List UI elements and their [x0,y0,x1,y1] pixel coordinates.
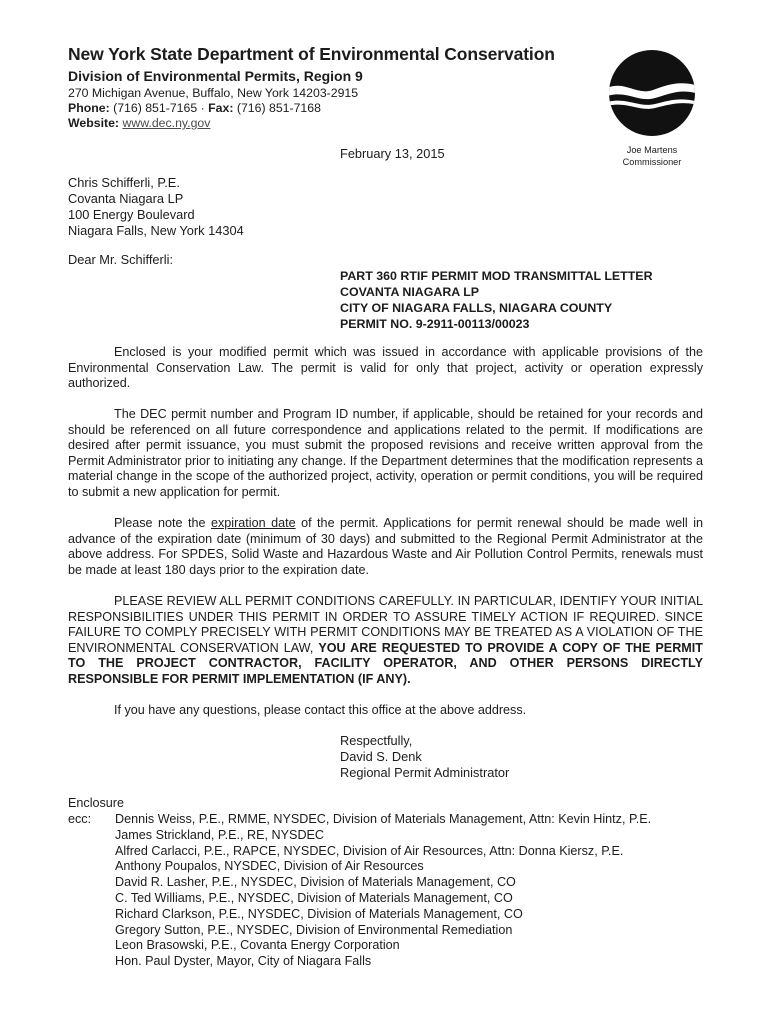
contact-separator: · [200,101,205,115]
paragraph-questions [68,703,703,719]
letterhead [68,44,588,131]
ecc-recipient: Gregory Sutton, P.E., NYSDEC, Division of Environmental Remediation [115,922,513,937]
letter-date: February 13, 2015 [340,146,445,161]
ecc-list [115,812,651,970]
paragraph-text: PLEASE REVIEW ALL PERMIT CONDITIONS CAREFULLY. IN PARTICULAR, IDENTIFY YOUR INITIAL RESPONSIBILITIES UNDER THIS PERMIT IN ORDER TO ASSURE TIMELY ACTION IF REQUIRED. SINCE FAILURE TO COMPLY PRECISELY WITH PERMIT CONDITIONS MAY BE TREATED AS A VIOLATION OF THE ENVIRONMENTAL CONSERVATION LAW, [68,594,703,655]
paragraph-permit-number [68,407,703,501]
enclosure-label: Enclosure [68,796,125,810]
paragraph-bold-request: YOU ARE REQUESTED TO PROVIDE A COPY OF THE PERMIT TO THE PROJECT CONTRACTOR, FACILITY OPERATOR, AND OTHER PERSONS DIRECTLY RESPONSIBLE FOR PERMIT IMPLEMENTATION (IF ANY). [68,640,703,686]
contact-line [68,101,588,116]
website-line [68,116,588,131]
commissioner-name: Joe Martens [626,145,678,155]
recipient-company: Covanta Niagara LP [68,191,184,206]
address: 270 Michigan Avenue, Buffalo, New York 14203-2915 [68,86,359,100]
ecc-recipient: Richard Clarkson, P.E., NYSDEC, Division of Materials Management, CO [115,906,523,921]
recipient-street: 100 Energy Boulevard [68,207,195,222]
fax-number: (716) 851-7168 [236,101,321,115]
fax-label: Fax: [208,101,234,115]
organization-name: New York State Department of Environmental Conservation [68,44,555,64]
subject-block [340,268,653,332]
closing-block [340,733,509,781]
ecc-recipient: David R. Lasher, P.E., NYSDEC, Division of Materials Management, CO [115,875,516,890]
paragraph-text: of the permit. Applications for permit renewal should be made well in advance of the expiration date (minimum of 30 days) and submitted to the Regional Permit Administrator at the above address. For SPDES, Solid Waste and Hazardous Waste and Air Pollution Control Permits, renewals must be made at least 180 days prior to the expiration date. [68,516,703,577]
subject-line: CITY OF NIAGARA FALLS, NIAGARA COUNTY [340,301,613,315]
ecc-label: ecc: [68,812,92,826]
ecc-recipient: Dennis Weiss, P.E., RMME, NYSDEC, Division of Materials Management, Attn: Kevin Hintz, P.E. [115,812,652,826]
ecc-recipient: Hon. Paul Dyster, Mayor, City of Niagara Falls [115,954,372,969]
website-link[interactable]: www.dec.ny.gov [122,116,211,130]
ecc-recipient: C. Ted Williams, P.E., NYSDEC, Division of Materials Management, CO [115,890,513,905]
paragraph-expiration [68,516,703,578]
phone-label: Phone: [68,101,110,115]
expiration-date-emphasis: expiration date [210,516,296,530]
ecc-recipient: James Strickland, P.E., RE, NYSDEC [115,827,325,842]
ecc-recipient: Leon Brasowski, P.E., Covanta Energy Corporation [115,938,400,953]
paragraph-review-conditions [68,594,703,688]
ecc-recipient: Anthony Poupalos, NYSDEC, Division of Air Resources [115,859,424,874]
signer-name: David S. Denk [340,749,422,764]
recipient-name: Chris Schifferli, P.E. [68,175,180,190]
salutation: Dear Mr. Schifferli: [68,252,174,267]
recipient-city: Niagara Falls, New York 14304 [68,223,244,238]
subject-line: PERMIT NO. 9-2911-00113/00023 [340,317,530,331]
commissioner-title: Commissioner [622,157,682,167]
commissioner-block [609,144,695,168]
ecc-recipient: Alfred Carlacci, P.E., RAPCE, NYSDEC, Division of Air Resources, Attn: Donna Kiersz, P.E. [115,843,624,858]
paragraph-text: The DEC permit number and Program ID number, if applicable, should be retained for your records and should be referenced on all future correspondence and applications related to the permit. If modifications are desired after permit issuance, you must submit the proposed revisions and receive written approval from the Permit Administrator prior to initiating any change. If the Department determines that the modification represents a material change in the scope of the authorized project, activity, operation or permit conditions, you will be required to submit a new application for permit. [68,407,703,499]
subject-line: COVANTA NIAGARA LP [340,285,480,299]
recipient-address [68,175,244,239]
paragraph-text: Enclosed is your modified permit which was issued in accordance with applicable provisions of the Environmental Conservation Law. The permit is valid for only that project, activity or operation expressly authorized. [68,345,703,391]
paragraph-text: If you have any questions, please contact this office at the above address. [114,703,527,717]
signer-title: Regional Permit Administrator [340,765,510,780]
website-label: Website: [68,116,120,130]
subject-line: PART 360 RTIF PERMIT MOD TRANSMITTAL LETTER [340,269,653,283]
division-name: Division of Environmental Permits, Region 9 [68,68,363,84]
paragraph-text: Please note the [114,516,211,530]
dec-wave-logo-icon [609,50,695,136]
valediction: Respectfully, [340,733,413,748]
paragraph-enclosed-permit [68,345,703,392]
phone-number: (716) 851-7165 [113,101,198,115]
